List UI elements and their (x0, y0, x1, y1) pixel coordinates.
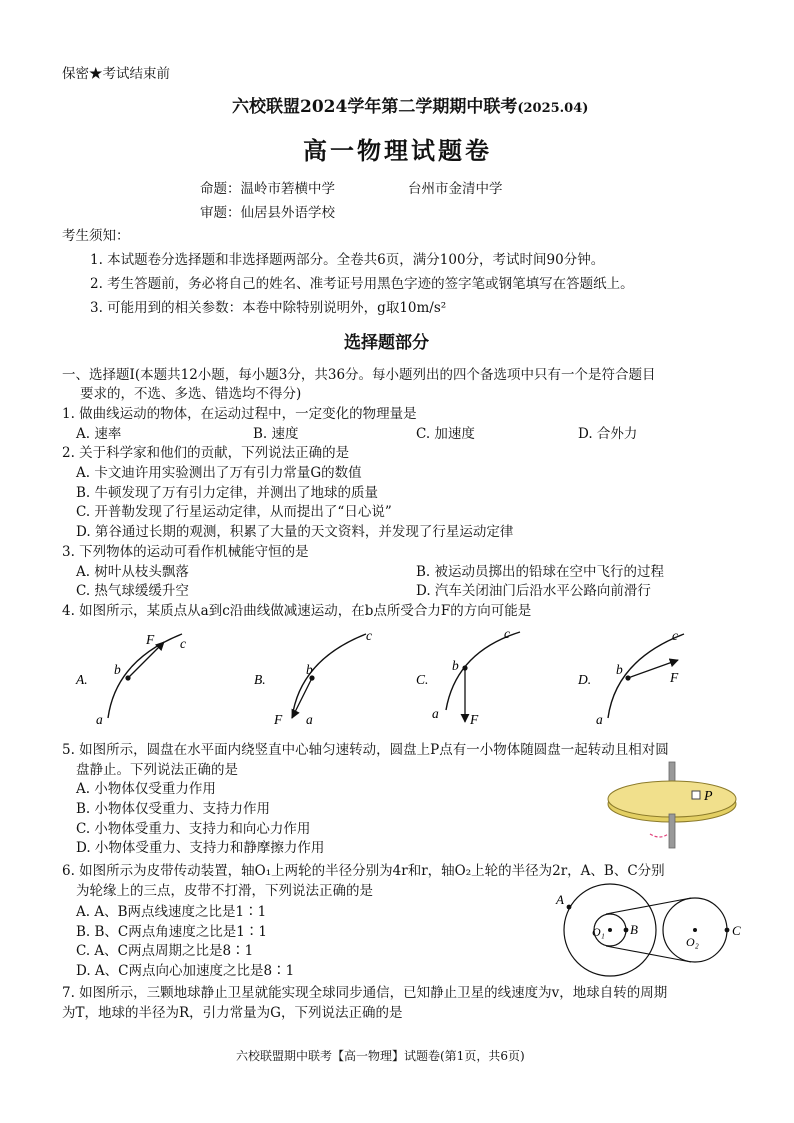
q2-option-b[interactable]: B. 牛顿发现了万有引力定律，并测出了地球的质量 (76, 485, 379, 501)
label-F: F (670, 670, 679, 685)
label-b: b (452, 658, 459, 673)
authors-label: 命题： (200, 181, 241, 197)
q7-stem: 7. 如图所示，三颗地球静止卫星就能实现全球同步通信，已知静止卫星的线速度为v，地球自转的周期 (62, 985, 668, 1001)
point-C (725, 928, 730, 933)
author-1: 温岭市箬横中学 (240, 181, 335, 197)
q4-option-a-figure[interactable] (75, 632, 186, 727)
label-c: c (180, 636, 186, 651)
q5-disk-figure (598, 758, 748, 850)
q5-option-c[interactable]: C. 小物体受重力、支持力和向心力作用 (76, 821, 311, 837)
label-b: b (114, 662, 121, 677)
q6-option-c[interactable]: C. A、C两点周期之比是8∶1 (76, 943, 254, 959)
label-A: A (556, 892, 564, 907)
label-O1: O₁ (592, 925, 605, 939)
q5-option-d[interactable]: D. 小物体受重力、支持力和静摩擦力作用 (76, 840, 325, 856)
q4-option-d-figure[interactable] (577, 628, 684, 727)
point-B (624, 928, 629, 933)
q3-option-d[interactable]: D. 汽车关闭油门后沿水平公路向前滑行 (416, 583, 651, 599)
label-c: c (504, 626, 510, 641)
q5-option-a[interactable]: A. 小物体仅受重力作用 (76, 781, 216, 797)
q1-option-c[interactable]: C. 加速度 (416, 426, 475, 442)
q6-option-d[interactable]: D. A、C两点向心加速度之比是8∶1 (76, 963, 295, 979)
q2-option-a[interactable]: A. 卡文迪许用实验测出了万有引力常量G的数值 (76, 465, 362, 481)
label-F: F (274, 712, 283, 727)
q3-option-b[interactable]: B. 被运动员掷出的铅球在空中飞行的过程 (416, 564, 665, 580)
q4-option-a-label: A. (76, 672, 88, 687)
q3-option-c[interactable]: C. 热气球缓缓升空 (76, 583, 189, 599)
q4-figure (60, 620, 720, 732)
belt-bottom (606, 946, 691, 962)
exam-title-text: 六校联盟2024学年第二学期期中联考 (232, 97, 518, 117)
small-object (692, 791, 700, 799)
q3-stem: 3. 下列物体的运动可看作机械能守恒的是 (62, 544, 309, 560)
q4-option-c-figure[interactable] (416, 626, 520, 727)
q5-stem-cont: 盘静止。下列说法正确的是 (76, 762, 238, 778)
q3-option-a[interactable]: A. 树叶从枝头飘落 (76, 564, 189, 580)
q6-stem-cont: 为轮缘上的三点，皮带不打滑，下列说法正确的是 (76, 883, 373, 899)
q1-option-d[interactable]: D. 合外力 (578, 426, 638, 442)
page-title: 高一物理试题卷 (303, 136, 492, 165)
axle-bottom (669, 814, 675, 848)
q4-stem: 4. 如图所示，某质点从a到c沿曲线做减速运动，在b点所受合力F的方向可能是 (62, 603, 532, 619)
notice-item: 2. 考生答题前，务必将自己的姓名、准考证号用黑色字迹的签字笔或钢笔填写在答题纸上。 (90, 276, 634, 292)
q6-option-a[interactable]: A. A、B两点线速度之比是1∶1 (76, 904, 267, 920)
page-footer: 六校联盟期中联考【高一物理】试题卷(第1页，共6页) (236, 1049, 525, 1063)
q4-option-b-label: B. (254, 672, 266, 687)
disk-top (608, 781, 736, 817)
q5-stem: 5. 如图所示，圆盘在水平面内绕竖直中心轴匀速转动，圆盘上P点有一小物体随圆盘一起转动且相对圆 (62, 742, 669, 758)
axis-o2 (693, 928, 697, 932)
label-B: B (630, 922, 638, 937)
exam-title (232, 92, 588, 117)
rotation-arrow (650, 834, 668, 837)
notice-item: 1. 本试题卷分选择题和非选择题两部分。全卷共6页，满分100分，考试时间90分钟。 (90, 252, 605, 268)
section-title: 选择题部分 (344, 333, 429, 353)
q2-stem: 2. 关于科学家和他们的贡献，下列说法正确的是 (62, 445, 350, 461)
label-a: a (596, 712, 603, 727)
q2-option-d[interactable]: D. 第谷通过长期的观测，积累了大量的天文资料，并发现了行星运动定律 (76, 524, 514, 540)
belt-top (606, 898, 691, 914)
label-a: a (306, 712, 313, 727)
label-b: b (306, 662, 313, 677)
axis-o1 (608, 928, 612, 932)
q6-option-b[interactable]: B. B、C两点角速度之比是1∶1 (76, 924, 267, 940)
label-F: F (146, 632, 155, 647)
notice-item: 3. 可能用到的相关参数：本卷中除特别说明外，g取10m/s² (90, 300, 447, 316)
label-O2: O₂ (686, 935, 699, 949)
notice-title: 考生须知： (62, 228, 130, 244)
label-F: F (470, 712, 479, 727)
q7-stem-cont: 为T，地球的半径为R，引力常量为G，下列说法正确的是 (62, 1005, 403, 1021)
q4-option-c-label: C. (416, 672, 429, 687)
q1-option-a[interactable]: A. 速率 (76, 426, 122, 442)
q4-option-b-figure[interactable] (254, 628, 372, 727)
label-c: c (672, 628, 678, 643)
force-arrow (128, 642, 164, 678)
point-A (567, 905, 572, 910)
label-C: C (732, 923, 741, 938)
q4-option-d-label: D. (578, 672, 592, 687)
authors-line (200, 177, 335, 197)
q1-stem: 1. 做曲线运动的物体，在运动过程中，一定变化的物理量是 (62, 406, 417, 422)
label-P: P (704, 789, 713, 804)
reviewer-label: 审题： (200, 205, 241, 221)
label-c: c (366, 628, 372, 643)
trajectory-curve (292, 634, 366, 718)
reviewer-line (200, 201, 335, 221)
confidential-label: 保密★考试结束前 (62, 66, 170, 82)
label-b: b (616, 662, 623, 677)
q1-option-b[interactable]: B. 速度 (253, 426, 299, 442)
label-a: a (432, 706, 439, 721)
author-2: 台州市金清中学 (408, 181, 503, 197)
q6-belt-figure (550, 880, 750, 980)
q2-option-c[interactable]: C. 开普勒发现了行星运动定律，从而提出了“日心说” (76, 504, 392, 520)
label-a: a (96, 712, 103, 727)
part1-instructions: 一、选择题Ⅰ(本题共12小题，每小题3分，共36分。每小题列出的四个备选项中只有一个是符合题目 (62, 367, 656, 383)
reviewer: 仙居县外语学校 (240, 205, 335, 221)
exam-date: (2025.04) (517, 101, 589, 116)
q6-stem: 6. 如图所示为皮带传动装置，轴O₁上两轮的半径分别为4r和r，轴O₂上轮的半径为2r，A、B、C分别 (62, 863, 665, 879)
q5-option-b[interactable]: B. 小物体仅受重力、支持力作用 (76, 801, 271, 817)
part1-instructions-cont: 要求的，不选、多选、错选均不得分) (80, 386, 302, 402)
